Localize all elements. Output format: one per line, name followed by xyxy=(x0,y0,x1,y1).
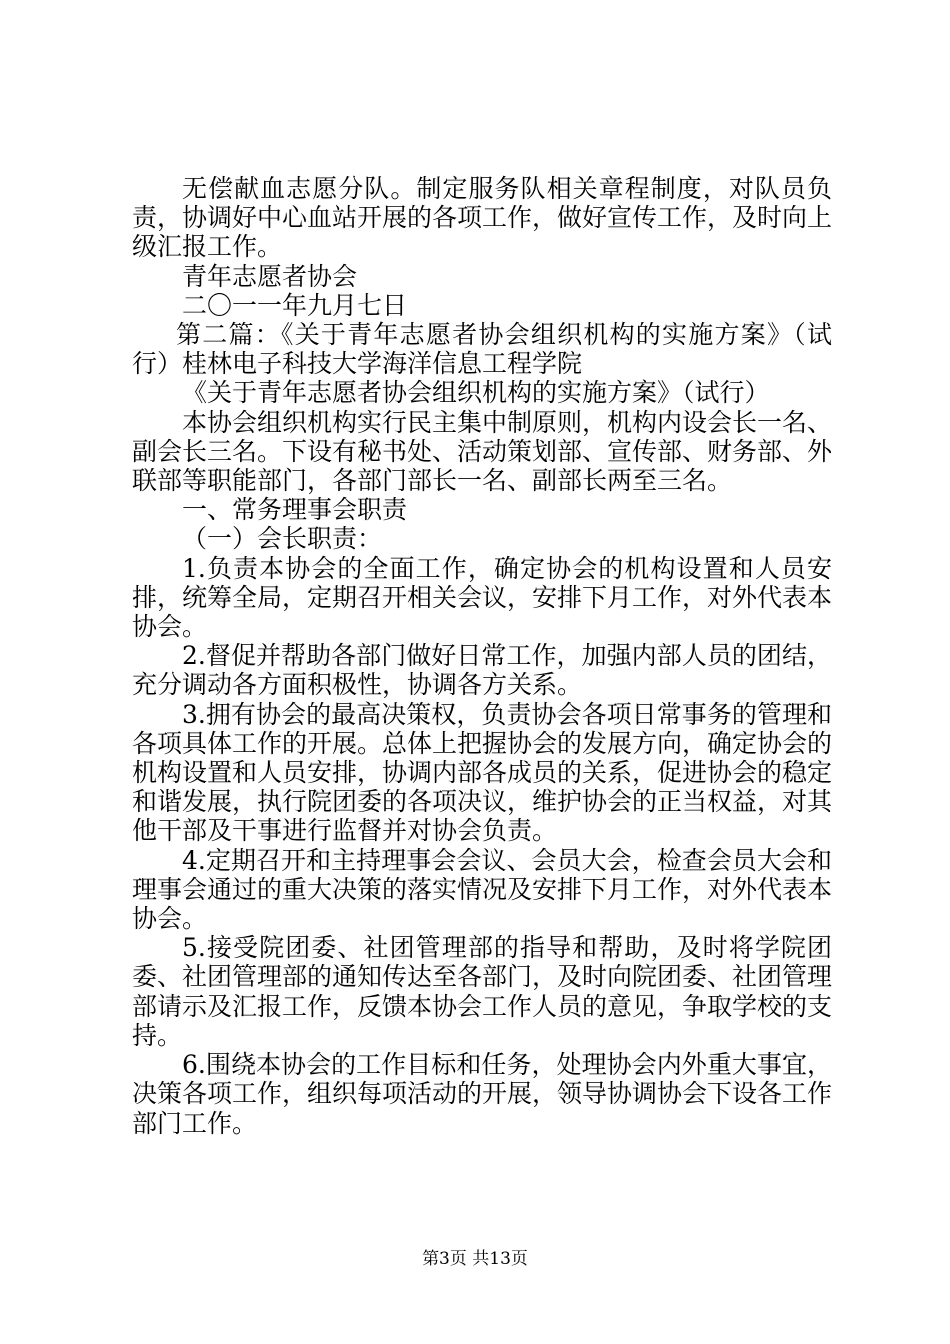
paragraph-signature-org: 青年志愿者协会 xyxy=(182,261,358,291)
list-item-duty-3: 3.拥有协会的最高决策权，负责协会各项日常事务的管理和各项具体工作的开展。总体上把握协会的发展方向，确定协会的机构设置和人员安排，协调内部各成员的关系，促进协会的稳定和谐发展，执行院团委的各项决议，维护协会的正当权益，对其他干部及干事进行监督并对协会负责。 xyxy=(132,699,833,846)
paragraph-plan-title: 《关于青年志愿者协会组织机构的实施方案》（试行） xyxy=(182,378,770,408)
list-item-duty-1: 1.负责本协会的全面工作，确定协会的机构设置和人员安排，统筹全局，定期召开相关会议，安排下月工作，对外代表本协会。 xyxy=(132,553,833,642)
list-item-duty-6: 6.围绕本协会的工作目标和任务，处理协会内外重大事宜，决策各项工作，组织每项活动的开展，领导协调协会下设各工作部门工作。 xyxy=(132,1050,833,1138)
list-item-duty-4: 4.定期召开和主持理事会会议、会员大会，检查会员大会和理事会通过的重大决策的落实情况及安排下月工作，对外代表本协会。 xyxy=(132,845,833,934)
paragraph-second-chapter-title: 第二篇：《关于青年志愿者协会组织机构的实施方案》（试行）桂林电子科技大学海洋信息工程学院 xyxy=(132,320,832,379)
document-body xyxy=(132,174,832,1138)
page-number-footer: 第3页 共13页 xyxy=(422,1249,528,1269)
paragraph-signature-date: 二〇一一年九月七日 xyxy=(182,290,408,320)
section-heading-council-duties: 一、常务理事会职责 xyxy=(182,495,408,525)
paragraph-blood-donation-team: 无偿献血志愿分队。制定服务队相关章程制度，对队员负责，协调好中心血站开展的各项工作，做好宣传工作，及时向上级汇报工作。 xyxy=(132,174,833,262)
subsection-heading-president-duties: （一）会长职责： xyxy=(182,524,383,554)
paragraph-org-structure: 本协会组织机构实行民主集中制原则，机构内设会长一名、副会长三名。下设有秘书处、活动策划部、宣传部、财务部、外联部等职能部门，各部门部长一名、副部长两至三名。 xyxy=(132,407,833,496)
list-item-duty-5: 5.接受院团委、社团管理部的指导和帮助，及时将学院团委、社团管理部的通知传达至各部门，及时向院团委、社团管理部请示及汇报工作，反馈本协会工作人员的意见，争取学校的支持。 xyxy=(132,933,833,1050)
list-item-duty-2: 2.督促并帮助各部门做好日常工作，加强内部人员的团结，充分调动各方面积极性，协调各方关系。 xyxy=(132,641,832,700)
